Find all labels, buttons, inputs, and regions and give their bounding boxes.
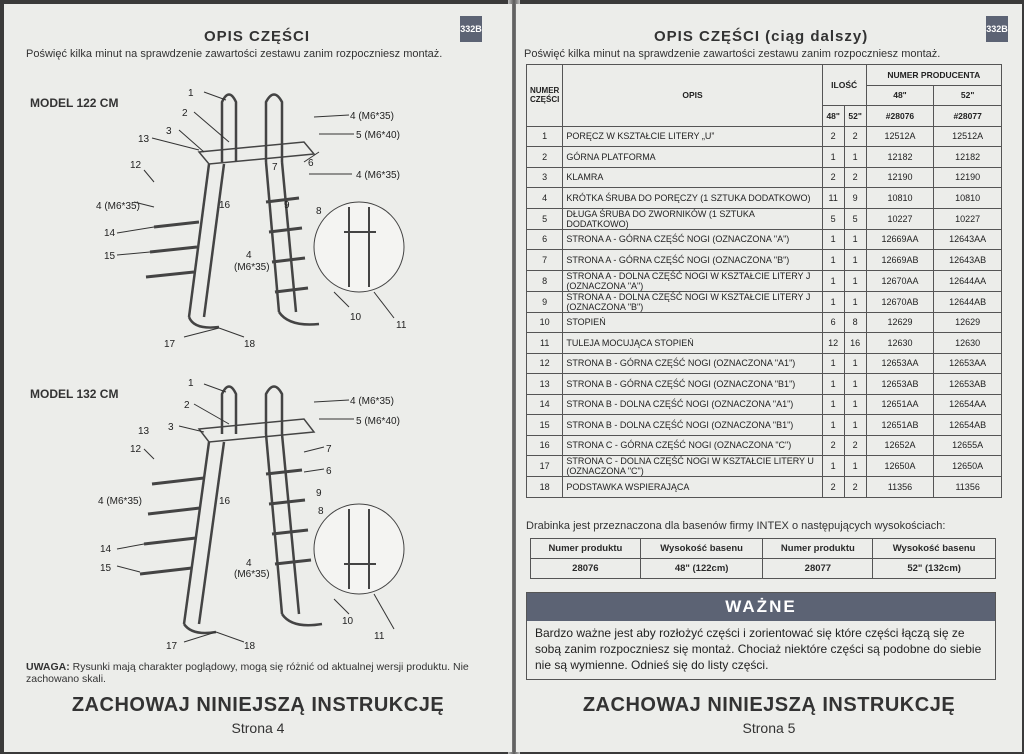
part-number: 14 [527,394,563,415]
producer-48: 10810 [866,188,934,209]
qty-52: 2 [844,477,866,498]
part-number: 3 [527,167,563,188]
size-product-2: 28077 [763,559,873,579]
callout-10: 10 [342,616,354,627]
producer-52: 12630 [934,333,1002,354]
callout-18: 18 [244,339,256,350]
qty-52: 1 [844,415,866,436]
callout-12: 12 [130,160,142,171]
producer-52: 10810 [934,188,1002,209]
table-row [527,435,1002,456]
part-description: KRÓTKA ŚRUBA DO PORĘCZY (1 SZTUKA DODATKOWO) [563,188,822,209]
part-description: STRONA A - GÓRNA CZĘŚĆ NOGI (OZNACZONA "B") [563,250,822,271]
callout-3: 3 [168,422,174,433]
callout-18: 18 [244,641,256,652]
table-row [527,229,1002,250]
part-description: STRONA A - DOLNA CZĘŚĆ NOGI W KSZTAŁCIE LITERY J (OZNACZONA "A") [563,270,822,291]
part-number: 8 [527,270,563,291]
col-header-producer-48: 48" [866,85,934,106]
qty-52: 8 [844,312,866,333]
callout-14: 14 [100,544,112,555]
callout-7: 7 [326,444,332,455]
part-description: STOPIEŃ [563,312,822,333]
qty-52: 1 [844,353,866,374]
footer-title: ZACHOWAJ NINIEJSZĄ INSTRUKCJĘ [71,694,445,716]
qty-48: 1 [822,291,844,312]
producer-48: 12653AA [866,353,934,374]
table-row [527,312,1002,333]
callout-11: 11 [374,631,385,642]
col-header-quantity: ILOŚĆ [822,65,866,106]
part-number: 16 [527,435,563,456]
ladder-frame [189,95,319,328]
producer-52: 12643AB [934,250,1002,271]
qty-48: 1 [822,250,844,271]
part-description: STRONA B - DOLNA CZĘŚĆ NOGI (OZNACZONA "B1") [563,415,822,436]
qty-52: 2 [844,435,866,456]
page-title: OPIS CZĘŚCI (ciąg dalszy) [654,28,869,45]
page-number: Strona 5 [742,720,796,736]
producer-48: 12669AB [866,250,934,271]
part-description: PORĘCZ W KSZTAŁCIE LITERY „U” [563,126,822,147]
callout-4d-size: (M6*35) [234,262,270,273]
callout-1: 1 [188,378,194,389]
qty-48: 1 [822,394,844,415]
callout-4c: 4 (M6*35) [356,170,400,181]
callout-4d: 4 [246,558,252,569]
part-number: 2 [527,147,563,168]
callout-13: 13 [138,134,150,145]
qty-48: 1 [822,147,844,168]
col-header-code-52: #28077 [934,106,1002,127]
note-label: UWAGA: [26,661,70,673]
producer-52: 12644AB [934,291,1002,312]
producer-48: 12630 [866,333,934,354]
table-row [527,394,1002,415]
table-row [527,456,1002,477]
producer-48: 11356 [866,477,934,498]
part-number: 6 [527,229,563,250]
callout-3: 3 [166,126,172,137]
detail-circle [314,504,404,594]
producer-48: 10227 [866,208,934,229]
producer-48: 12670AB [866,291,934,312]
producer-52: 12643AA [934,229,1002,250]
model-132-label: MODEL 132 CM [30,387,119,401]
producer-48: 12651AB [866,415,934,436]
ladder-steps [146,198,308,292]
qty-52: 1 [844,270,866,291]
page-title: OPIS CZĘŚCI [204,28,311,45]
qty-52: 1 [844,250,866,271]
col-header-qty-52: 52" [844,106,866,127]
callout-2: 2 [182,108,188,119]
producer-52: 12644AA [934,270,1002,291]
qty-52: 9 [844,188,866,209]
table-row [527,333,1002,354]
page-badge: 332B [986,16,1008,42]
producer-48: 12652A [866,435,934,456]
size-header-height-1: Wysokość basenu [640,539,763,559]
page-subtitle: Poświęć kilka minut na sprawdzenie zawartości zestawu zanim rozpoczniesz montaż. [524,48,941,60]
producer-48: 12512A [866,126,934,147]
callout-7: 7 [272,162,278,173]
qty-48: 1 [822,374,844,395]
producer-52: 12512A [934,126,1002,147]
callout-4d: 4 [246,250,252,261]
part-number: 9 [527,291,563,312]
callout-4d-size: (M6*35) [234,569,270,580]
ladder-diagram-132 [4,374,504,658]
col-header-number: NUMER CZĘŚCI [527,65,563,127]
callout-13: 13 [138,426,150,437]
table-row [527,270,1002,291]
col-header-qty-48: 48" [822,106,844,127]
qty-48: 2 [822,167,844,188]
qty-48: 12 [822,333,844,354]
producer-52: 12182 [934,147,1002,168]
part-description: KLAMRA [563,167,822,188]
table-row [527,188,1002,209]
callout-15: 15 [104,251,116,262]
part-description: TULEJA MOCUJĄCA STOPIEŃ [563,333,822,354]
producer-52: 12655A [934,435,1002,456]
qty-48: 5 [822,208,844,229]
table-row [527,374,1002,395]
qty-48: 2 [822,477,844,498]
callout-4b: 4 (M6*35) [96,201,140,212]
size-height-2: 52" (132cm) [873,559,996,579]
part-number: 11 [527,333,563,354]
producer-48: 12670AA [866,270,934,291]
availability-text: Drabinka jest przeznaczona dla basenów firmy INTEX o następujących wysokościach: [526,520,946,532]
part-number: 1 [527,126,563,147]
producer-52: 12654AA [934,394,1002,415]
size-height-1: 48" (122cm) [640,559,763,579]
page-badge: 332B [460,16,482,42]
ladder-steps [140,470,311,574]
callout-6: 6 [326,466,332,477]
qty-48: 2 [822,126,844,147]
qty-48: 1 [822,353,844,374]
producer-52: 12653AA [934,353,1002,374]
pool-size-table [530,538,996,579]
callout-16: 16 [219,200,231,211]
parts-table [526,64,1002,498]
callout-16: 16 [219,496,231,507]
callout-4c: 4 (M6*35) [98,496,142,507]
part-description: STRONA C - DOLNA CZĘŚĆ NOGI W KSZTAŁCIE LITERY U (OZNACZONA "C") [563,456,822,477]
part-number: 10 [527,312,563,333]
part-number: 12 [527,353,563,374]
important-title: WAŻNE [527,593,995,621]
page-left [4,4,512,752]
producer-48: 12669AA [866,229,934,250]
callout-12: 12 [130,444,142,455]
callout-8: 8 [316,206,322,217]
qty-52: 1 [844,229,866,250]
qty-48: 6 [822,312,844,333]
producer-48: 12182 [866,147,934,168]
part-description: DŁUGA ŚRUBA DO ZWORNIKÓW (1 SZTUKA DODATKOWO) [563,208,822,229]
table-row [527,126,1002,147]
callout-1: 1 [188,88,194,99]
producer-48: 12650A [866,456,934,477]
size-header-product-2: Numer produktu [763,539,873,559]
qty-52: 1 [844,374,866,395]
table-row [527,167,1002,188]
callout-17: 17 [164,339,176,350]
producer-48: 12190 [866,167,934,188]
producer-52: 12650A [934,456,1002,477]
part-number: 7 [527,250,563,271]
producer-52: 10227 [934,208,1002,229]
callout-5: 5 (M6*40) [356,416,400,427]
producer-52: 11356 [934,477,1002,498]
producer-48: 12653AB [866,374,934,395]
table-row [527,415,1002,436]
qty-48: 1 [822,229,844,250]
part-number: 5 [527,208,563,229]
callout-5: 5 (M6*40) [356,130,400,141]
table-row [527,147,1002,168]
col-header-producer-52: 52" [934,85,1002,106]
callout-11: 11 [396,320,407,331]
callout-10: 10 [350,312,362,323]
size-product-1: 28076 [531,559,641,579]
qty-48: 1 [822,415,844,436]
callout-2: 2 [184,400,190,411]
col-header-code-48: #28076 [866,106,934,127]
size-header-product-1: Numer produktu [531,539,641,559]
callout-6: 6 [308,158,314,169]
qty-52: 5 [844,208,866,229]
table-row [527,250,1002,271]
qty-48: 11 [822,188,844,209]
callout-17: 17 [166,641,178,652]
producer-48: 12651AA [866,394,934,415]
important-text: Bardzo ważne jest aby rozłożyć części i zorientować się które części łączą się ze sobą zanim rozpoczniesz się montaż. Chociaż niektóre części są podobne do siebie nie są wymienne. Odnieś się do listy części. [535,626,982,672]
callout-4a: 4 (M6*35) [350,396,394,407]
page-subtitle: Poświęć kilka minut na sprawdzenie zawartości zestawu zanim rozpoczniesz montaż. [26,48,443,60]
qty-48: 1 [822,456,844,477]
page-right [516,4,1022,752]
part-description: STRONA C - GÓRNA CZĘŚĆ NOGI (OZNACZONA "C") [563,435,822,456]
qty-52: 16 [844,333,866,354]
detail-circle [314,202,404,292]
producer-52: 12190 [934,167,1002,188]
callout-9: 9 [316,488,322,499]
part-description: STRONA B - GÓRNA CZĘŚĆ NOGI (OZNACZONA "B1") [563,374,822,395]
qty-52: 2 [844,167,866,188]
ladder-frame [184,387,322,634]
part-number: 15 [527,415,563,436]
callout-15: 15 [100,563,112,574]
qty-52: 1 [844,456,866,477]
table-row [527,353,1002,374]
important-box [526,592,996,680]
footer-title: ZACHOWAJ NINIEJSZĄ INSTRUKCJĘ [582,694,956,716]
size-header-height-2: Wysokość basenu [873,539,996,559]
table-row [527,208,1002,229]
part-description: STRONA A - GÓRNA CZĘŚĆ NOGI (OZNACZONA "A") [563,229,822,250]
producer-48: 12629 [866,312,934,333]
table-row [527,291,1002,312]
model-122-label: MODEL 122 CM [30,96,119,110]
qty-48: 1 [822,270,844,291]
qty-52: 1 [844,147,866,168]
col-header-description: OPIS [563,65,822,127]
part-number: 18 [527,477,563,498]
callout-8: 8 [318,506,324,517]
qty-52: 1 [844,291,866,312]
part-number: 4 [527,188,563,209]
col-header-producer: NUMER PRODUCENTA [866,65,1001,86]
part-number: 17 [527,456,563,477]
callout-4a: 4 (M6*35) [350,111,394,122]
producer-52: 12653AB [934,374,1002,395]
qty-52: 2 [844,126,866,147]
part-description: GÓRNA PLATFORMA [563,147,822,168]
table-row [527,477,1002,498]
producer-52: 12654AB [934,415,1002,436]
qty-48: 2 [822,435,844,456]
part-number: 13 [527,374,563,395]
callout-14: 14 [104,228,116,239]
part-description: PODSTAWKA WSPIERAJĄCA [563,477,822,498]
drawing-note [26,661,496,685]
note-text: Rysunki mają charakter poglądowy, mogą się różnić od aktualnej wersji produktu. Nie zachowano skali. [26,661,469,685]
producer-52: 12629 [934,312,1002,333]
part-description: STRONA B - GÓRNA CZĘŚĆ NOGI (OZNACZONA "A1") [563,353,822,374]
part-description: STRONA A - DOLNA CZĘŚĆ NOGI W KSZTAŁCIE LITERY J (OZNACZONA "B") [563,291,822,312]
qty-52: 1 [844,394,866,415]
page-number: Strona 4 [231,720,285,736]
callout-9: 9 [284,200,290,211]
ladder-diagram-122 [4,82,504,362]
part-description: STRONA B - DOLNA CZĘŚĆ NOGI (OZNACZONA "A1") [563,394,822,415]
